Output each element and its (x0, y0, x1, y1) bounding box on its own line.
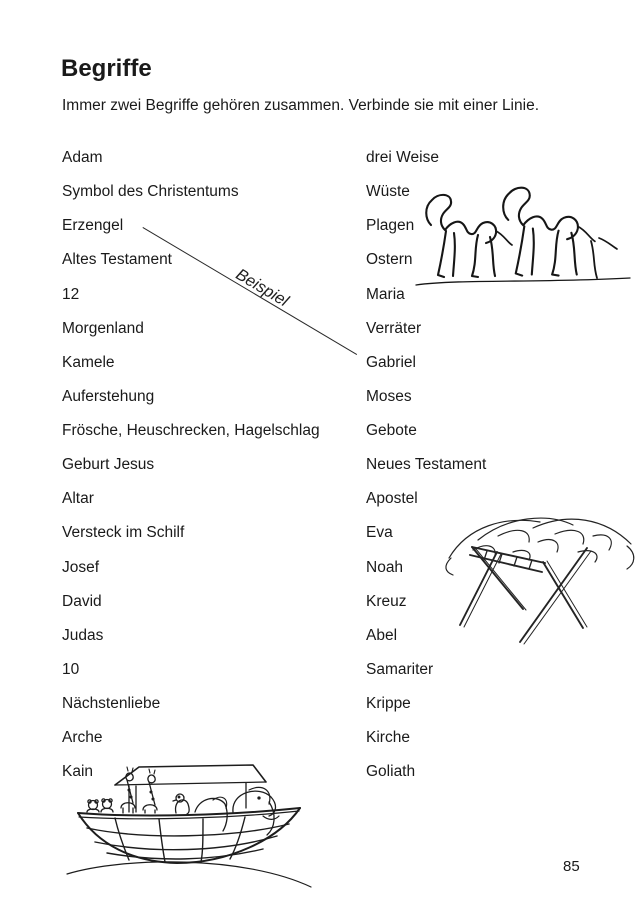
term-right: Abel (366, 626, 398, 644)
term-right: Moses (366, 387, 412, 405)
term-left: Josef (62, 558, 100, 576)
term-left: Morgenland (62, 319, 144, 337)
page-number: 85 (563, 858, 580, 875)
term-left: 10 (62, 660, 80, 678)
term-right: Samariter (366, 660, 434, 678)
term-right: Plagen (366, 217, 415, 235)
term-left: David (62, 592, 102, 610)
term-right: drei Weise (366, 149, 439, 166)
term-left: Geburt Jesus (62, 456, 155, 474)
crib-illustration (443, 508, 641, 648)
term-left: Versteck im Schilf (62, 524, 185, 542)
terms-column-left (62, 141, 320, 789)
term-right: Krippe (366, 695, 411, 712)
instruction-text: Immer zwei Begriffe gehören zusammen. Verbinde sie mit einer Linie. (62, 97, 539, 114)
term-left: 12 (62, 285, 80, 303)
ark-illustration (63, 760, 315, 905)
term-left: Altes Testament (62, 251, 172, 269)
term-left: Nächstenliebe (62, 695, 161, 712)
term-right: Gebote (366, 422, 417, 439)
term-right: Kreuz (366, 592, 407, 610)
term-left: Symbol des Christentums (62, 183, 239, 201)
term-right: Neues Testament (366, 456, 487, 474)
term-left: Judas (62, 626, 104, 644)
term-left: Kain (62, 763, 94, 781)
term-right: Ostern (366, 251, 413, 269)
term-right: Verräter (366, 319, 422, 337)
term-left: Auferstehung (62, 387, 155, 405)
term-left: Kamele (62, 353, 115, 371)
term-left: Altar (62, 490, 94, 508)
term-right: Kirche (366, 729, 410, 747)
term-left: Frösche, Heuschrecken, Hagelschlag (62, 422, 320, 439)
example-label: Beispiel (232, 265, 292, 311)
term-right: Gabriel (366, 353, 416, 371)
camels-illustration (413, 183, 633, 288)
term-right: Apostel (366, 490, 418, 508)
term-right: Wüste (366, 183, 410, 201)
term-left: Erzengel (62, 217, 124, 235)
page-title: Begriffe (61, 55, 152, 82)
term-right: Noah (366, 558, 404, 576)
term-right: Eva (366, 524, 393, 542)
term-left: Adam (62, 149, 103, 166)
term-right: Maria (366, 285, 405, 303)
term-left: Arche (62, 729, 103, 747)
term-right: Goliath (366, 763, 416, 781)
